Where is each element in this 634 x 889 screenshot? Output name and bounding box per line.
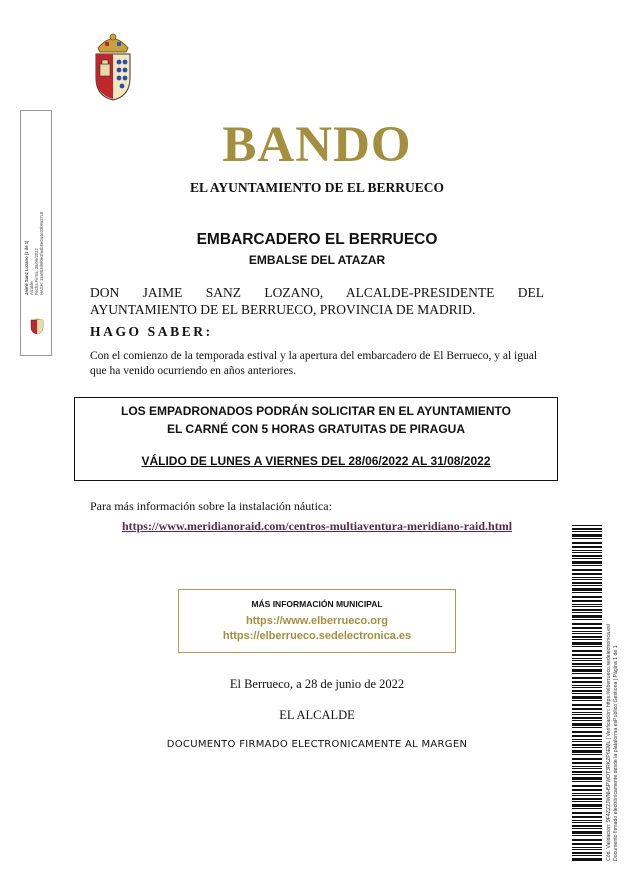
barcode-bar	[572, 855, 602, 856]
barcode-bar	[572, 712, 602, 713]
barcode-bar	[572, 525, 602, 526]
barcode-bar	[572, 731, 602, 733]
barcode-bar	[572, 839, 602, 841]
intro-paragraph: Con el comienzo de la temporada estival y la apertura del embarcadero de El Berrueco, y al igual que ha venido ocurriendo en años anteriores.	[90, 350, 538, 377]
barcode-bar	[572, 696, 602, 699]
barcode-bar	[572, 723, 602, 726]
barcode-bar	[572, 777, 602, 780]
barcode-bar	[572, 747, 602, 748]
barcode-bar	[572, 727, 602, 728]
barcode-bar	[572, 579, 602, 580]
barcode-bar	[572, 612, 602, 613]
barcode-bar	[572, 847, 602, 848]
barcode-bar	[572, 538, 602, 539]
validation-code	[606, 525, 628, 861]
barcode-bar	[572, 771, 602, 773]
barcode-bar	[572, 741, 602, 742]
barcode-bar	[572, 793, 602, 794]
barcode-bar	[572, 700, 602, 701]
info-box-url-2[interactable]: https://elberrueco.sedelectronica.es	[222, 630, 412, 642]
barcode-icon	[572, 525, 602, 861]
barcode-bar	[572, 639, 602, 640]
barcode-bar	[572, 768, 602, 769]
barcode-bar	[572, 673, 602, 674]
info-box-url-1[interactable]: https://www.elberrueco.org	[246, 615, 388, 627]
barcode-bar	[572, 531, 602, 532]
barcode-bar	[572, 627, 602, 629]
barcode-bar	[572, 754, 602, 755]
barcode-bar	[572, 690, 602, 692]
page-title: BANDO	[222, 117, 412, 173]
barcode-bar	[572, 658, 602, 659]
barcode-bar	[572, 804, 602, 807]
barcode-bar	[572, 849, 602, 850]
barcode-bar	[572, 708, 602, 710]
barcode-bar	[572, 681, 602, 683]
barcode-bar	[572, 577, 602, 578]
barcode-bar	[572, 750, 602, 753]
barcode-bar	[572, 660, 602, 661]
barcode-bar	[572, 565, 602, 566]
meridiano-link[interactable]: https://www.meridianoraid.com/centros-multiaventura-meridiano-raid.html	[121, 519, 513, 533]
stamp-date: Fecha Firma: 28/06/2022	[34, 248, 39, 295]
barcode-bar	[572, 781, 602, 782]
barcode-bar	[572, 633, 602, 634]
barcode-bar	[572, 812, 602, 814]
barcode-bar	[572, 825, 602, 827]
barcode-bar	[572, 735, 602, 737]
barcode-bar	[572, 663, 602, 665]
barcode-bar	[572, 646, 602, 647]
signer-title: EL ALCALDE	[279, 708, 355, 722]
barcode-bar	[572, 609, 602, 611]
hago-saber-label: HAGO SABER:	[90, 324, 213, 339]
stamp-hash: HASH: 11a0b3d6f0e1fa4b5e0a4e33b9a27c8	[39, 211, 44, 295]
barcode-bar	[572, 585, 602, 586]
barcode-bar	[572, 555, 602, 557]
barcode-bar	[572, 588, 602, 591]
barcode-bar	[572, 592, 602, 593]
barcode-bar	[572, 816, 602, 818]
barcode-bar	[572, 785, 602, 787]
barcode-bar	[572, 623, 602, 625]
barcode-bar	[572, 546, 602, 548]
barcode-bar	[572, 582, 602, 584]
signatory-paragraph: DON JAIME SANZ LOZANO, ALCALDE-PRESIDENTE DEL AYUNTAMIENTO DE EL BERRUECO, PROVINCIA DE MADRID.	[90, 285, 544, 317]
barcode-bar	[572, 843, 602, 845]
barcode-bar	[572, 606, 602, 607]
municipal-info-box	[178, 589, 456, 653]
page-subtitle: EL AYUNTAMIENTO DE EL BERRUECO	[189, 180, 445, 195]
barcode-bar	[572, 744, 602, 746]
notice-validity: VÁLIDO DE LUNES A VIERNES DEL 28/06/2022 AL 31/08/2022	[141, 454, 491, 468]
barcode-bar	[572, 774, 602, 775]
barcode-bar	[572, 831, 602, 834]
barcode-bar	[572, 528, 602, 530]
barcode-bar	[572, 820, 602, 821]
barcode-bar	[572, 552, 602, 553]
barcode-bar	[572, 789, 602, 791]
barcode-bar	[572, 573, 602, 575]
barcode-bar	[572, 762, 602, 764]
section-subheading: EMBALSE DEL ATAZAR	[248, 253, 386, 267]
barcode-bar	[572, 619, 602, 620]
barcode-bar	[572, 766, 602, 767]
barcode-bar	[572, 717, 602, 719]
section-heading: EMBARCADERO EL BERRUECO	[196, 231, 438, 248]
barcode-bar	[572, 600, 602, 602]
barcode-bar	[572, 561, 602, 564]
barcode-bar	[572, 650, 602, 652]
barcode-bar	[572, 604, 602, 605]
barcode-bar	[572, 677, 602, 679]
barcode-bar	[572, 808, 602, 809]
stamp-signer: Jaime Sanz Lozano (1 de 1)	[24, 240, 29, 295]
barcode-bar	[572, 642, 602, 645]
barcode-bar	[572, 550, 602, 551]
info-box-title: MÁS INFORMACIÓN MUNICIPAL	[251, 599, 383, 609]
notice-box	[74, 397, 558, 481]
barcode-bar	[572, 558, 602, 559]
barcode-bar	[572, 693, 602, 694]
barcode-bar	[572, 534, 602, 537]
barcode-bar	[572, 739, 602, 740]
barcode-bar	[572, 685, 602, 686]
barcode-bar	[572, 758, 602, 760]
notice-line-1: LOS EMPADRONADOS PODRÁN SOLICITAR EN EL AYUNTAMIENTO	[120, 404, 512, 418]
validation-line-2: Documento firmado electrónicamente desde la plataforma esPublico Gestiona | Página 1 de 1	[613, 645, 619, 861]
barcode-bar	[572, 720, 602, 721]
barcode-bar	[572, 858, 602, 861]
barcode-bar	[572, 801, 602, 802]
barcode-bar	[572, 569, 602, 571]
more-info-text: Para más información sobre la instalación náutica:	[90, 499, 332, 513]
barcode-bar	[572, 835, 602, 836]
validation-line-1: Cód. Validación: 9F4ZZ2JWNH5PWDT3RKZP6EML | Verificación: https://elberrueco.sedelectronica.es/	[606, 623, 612, 861]
barcode-bar	[572, 798, 602, 800]
barcode-bar	[572, 704, 602, 706]
barcode-bar	[572, 669, 602, 672]
barcode-bar	[572, 636, 602, 638]
barcode-bar	[572, 654, 602, 656]
notice-line-2: EL CARNÉ CON 5 HORAS GRATUITAS DE PIRAGUA	[166, 422, 466, 436]
barcode-bar	[572, 666, 602, 667]
barcode-bar	[572, 822, 602, 823]
barcode-bar	[572, 615, 602, 618]
barcode-bar	[572, 795, 602, 796]
mini-coat-of-arms-icon	[30, 317, 44, 335]
barcode-bar	[572, 714, 602, 715]
barcode-bar	[572, 828, 602, 829]
barcode-bar	[572, 631, 602, 632]
barcode-bar	[572, 596, 602, 598]
stamp-role: Alcalde	[29, 281, 34, 295]
barcode-bar	[572, 542, 602, 544]
coat-of-arms-icon	[88, 28, 138, 102]
document-date: El Berrueco, a 28 de junio de 2022	[229, 677, 405, 691]
barcode-bar	[572, 687, 602, 688]
signature-note: DOCUMENTO FIRMADO ELECTRONICAMENTE AL MARGEN	[166, 739, 468, 750]
barcode-bar	[572, 852, 602, 854]
